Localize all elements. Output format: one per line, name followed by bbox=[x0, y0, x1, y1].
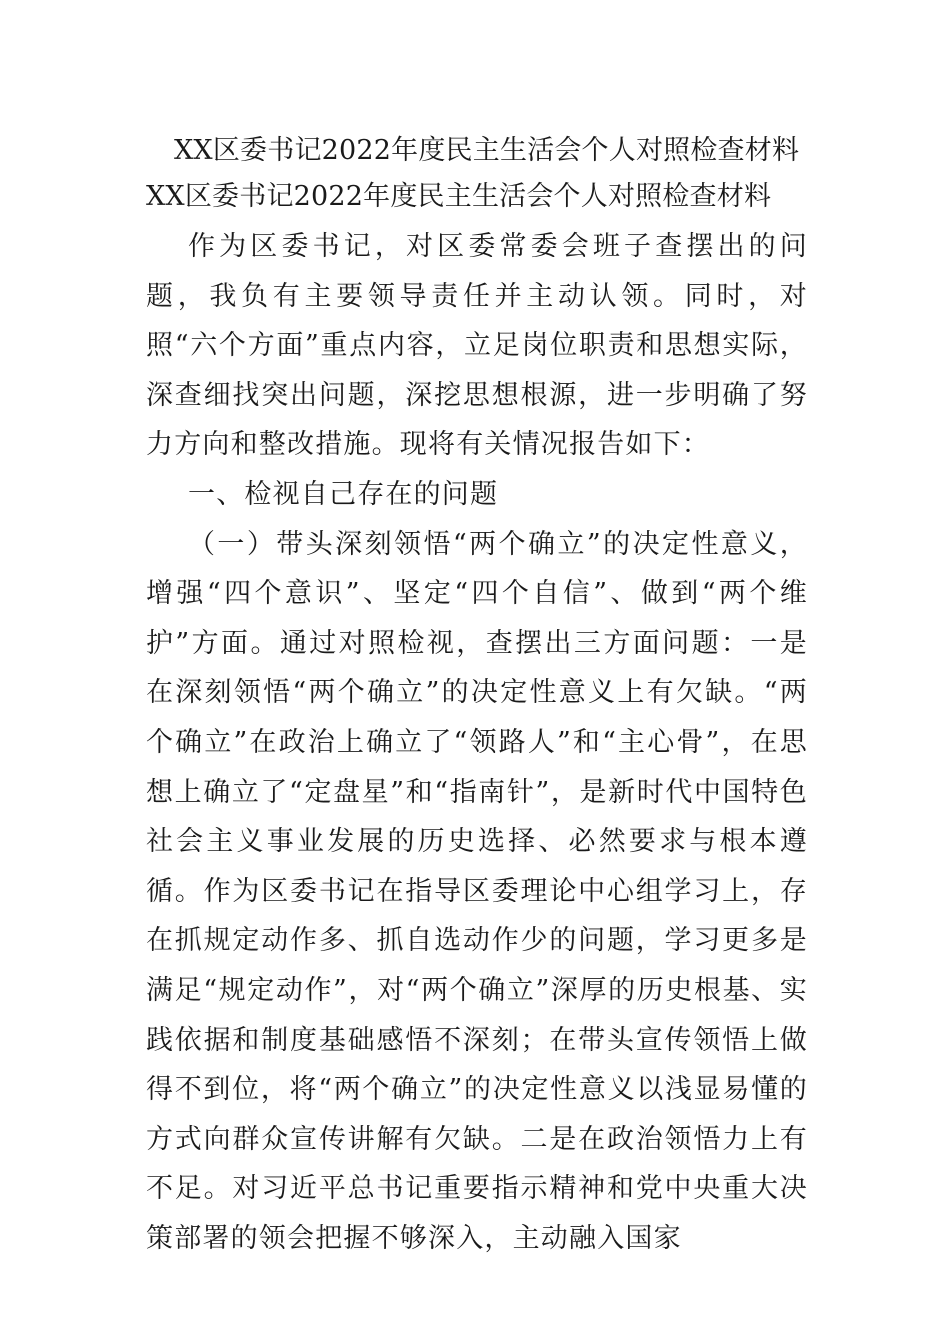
document-title-repeat: XX区委书记2022年度民主生活会个人对照检查材料 bbox=[146, 181, 772, 212]
section-paragraph: （一）带头深刻领悟“两个确立”的决定性意义，增强“四个意识”、坚定“四个自信”、做到“两个维护”方面。通过对照检视，查摆出三方面问题：一是在深刻领悟“两个确立”的决定性意义上有欠缺。“两个确立”在政治上确立了“领路人”和“主心骨”，在思想上确立了“定盘星”和“指南针”，是新时代中国特色社会主义事业发展的历史选择、必然要求与根本遵循。作为区委书记在指导区委理论中心组学习上，存在抓规定动作多、抓自选动作少的问题，学习更多是满足“规定动作”，对“两个确立”深厚的历史根基、实践依据和制度基础感悟不深刻；在带头宣传领悟上做得不到位，将“两个确立”的决定性意义以浅显易懂的方式向群众宣传讲解有欠缺。二是在政治领悟力上有不足。对习近平总书记重要指示精神和党中央重大决策部署的领会把握不够深入，主动融入国家 bbox=[146, 528, 808, 1254]
document-body bbox=[146, 128, 808, 1263]
section-heading: 一、检视自己存在的问题 bbox=[188, 478, 499, 510]
document-title: XX区委书记2022年度民主生活会个人对照检查材料 bbox=[174, 135, 800, 166]
intro-paragraph: 作为区委书记，对区委常委会班子查摆出的问题，我负有主要领导责任并主动认领。同时，对照“六个方面”重点内容，立足岗位职责和思想实际，深查细找突出问题，深挖思想根源，进一步明确了努力方向和整改措施。现将有关情况报告如下： bbox=[146, 231, 808, 461]
